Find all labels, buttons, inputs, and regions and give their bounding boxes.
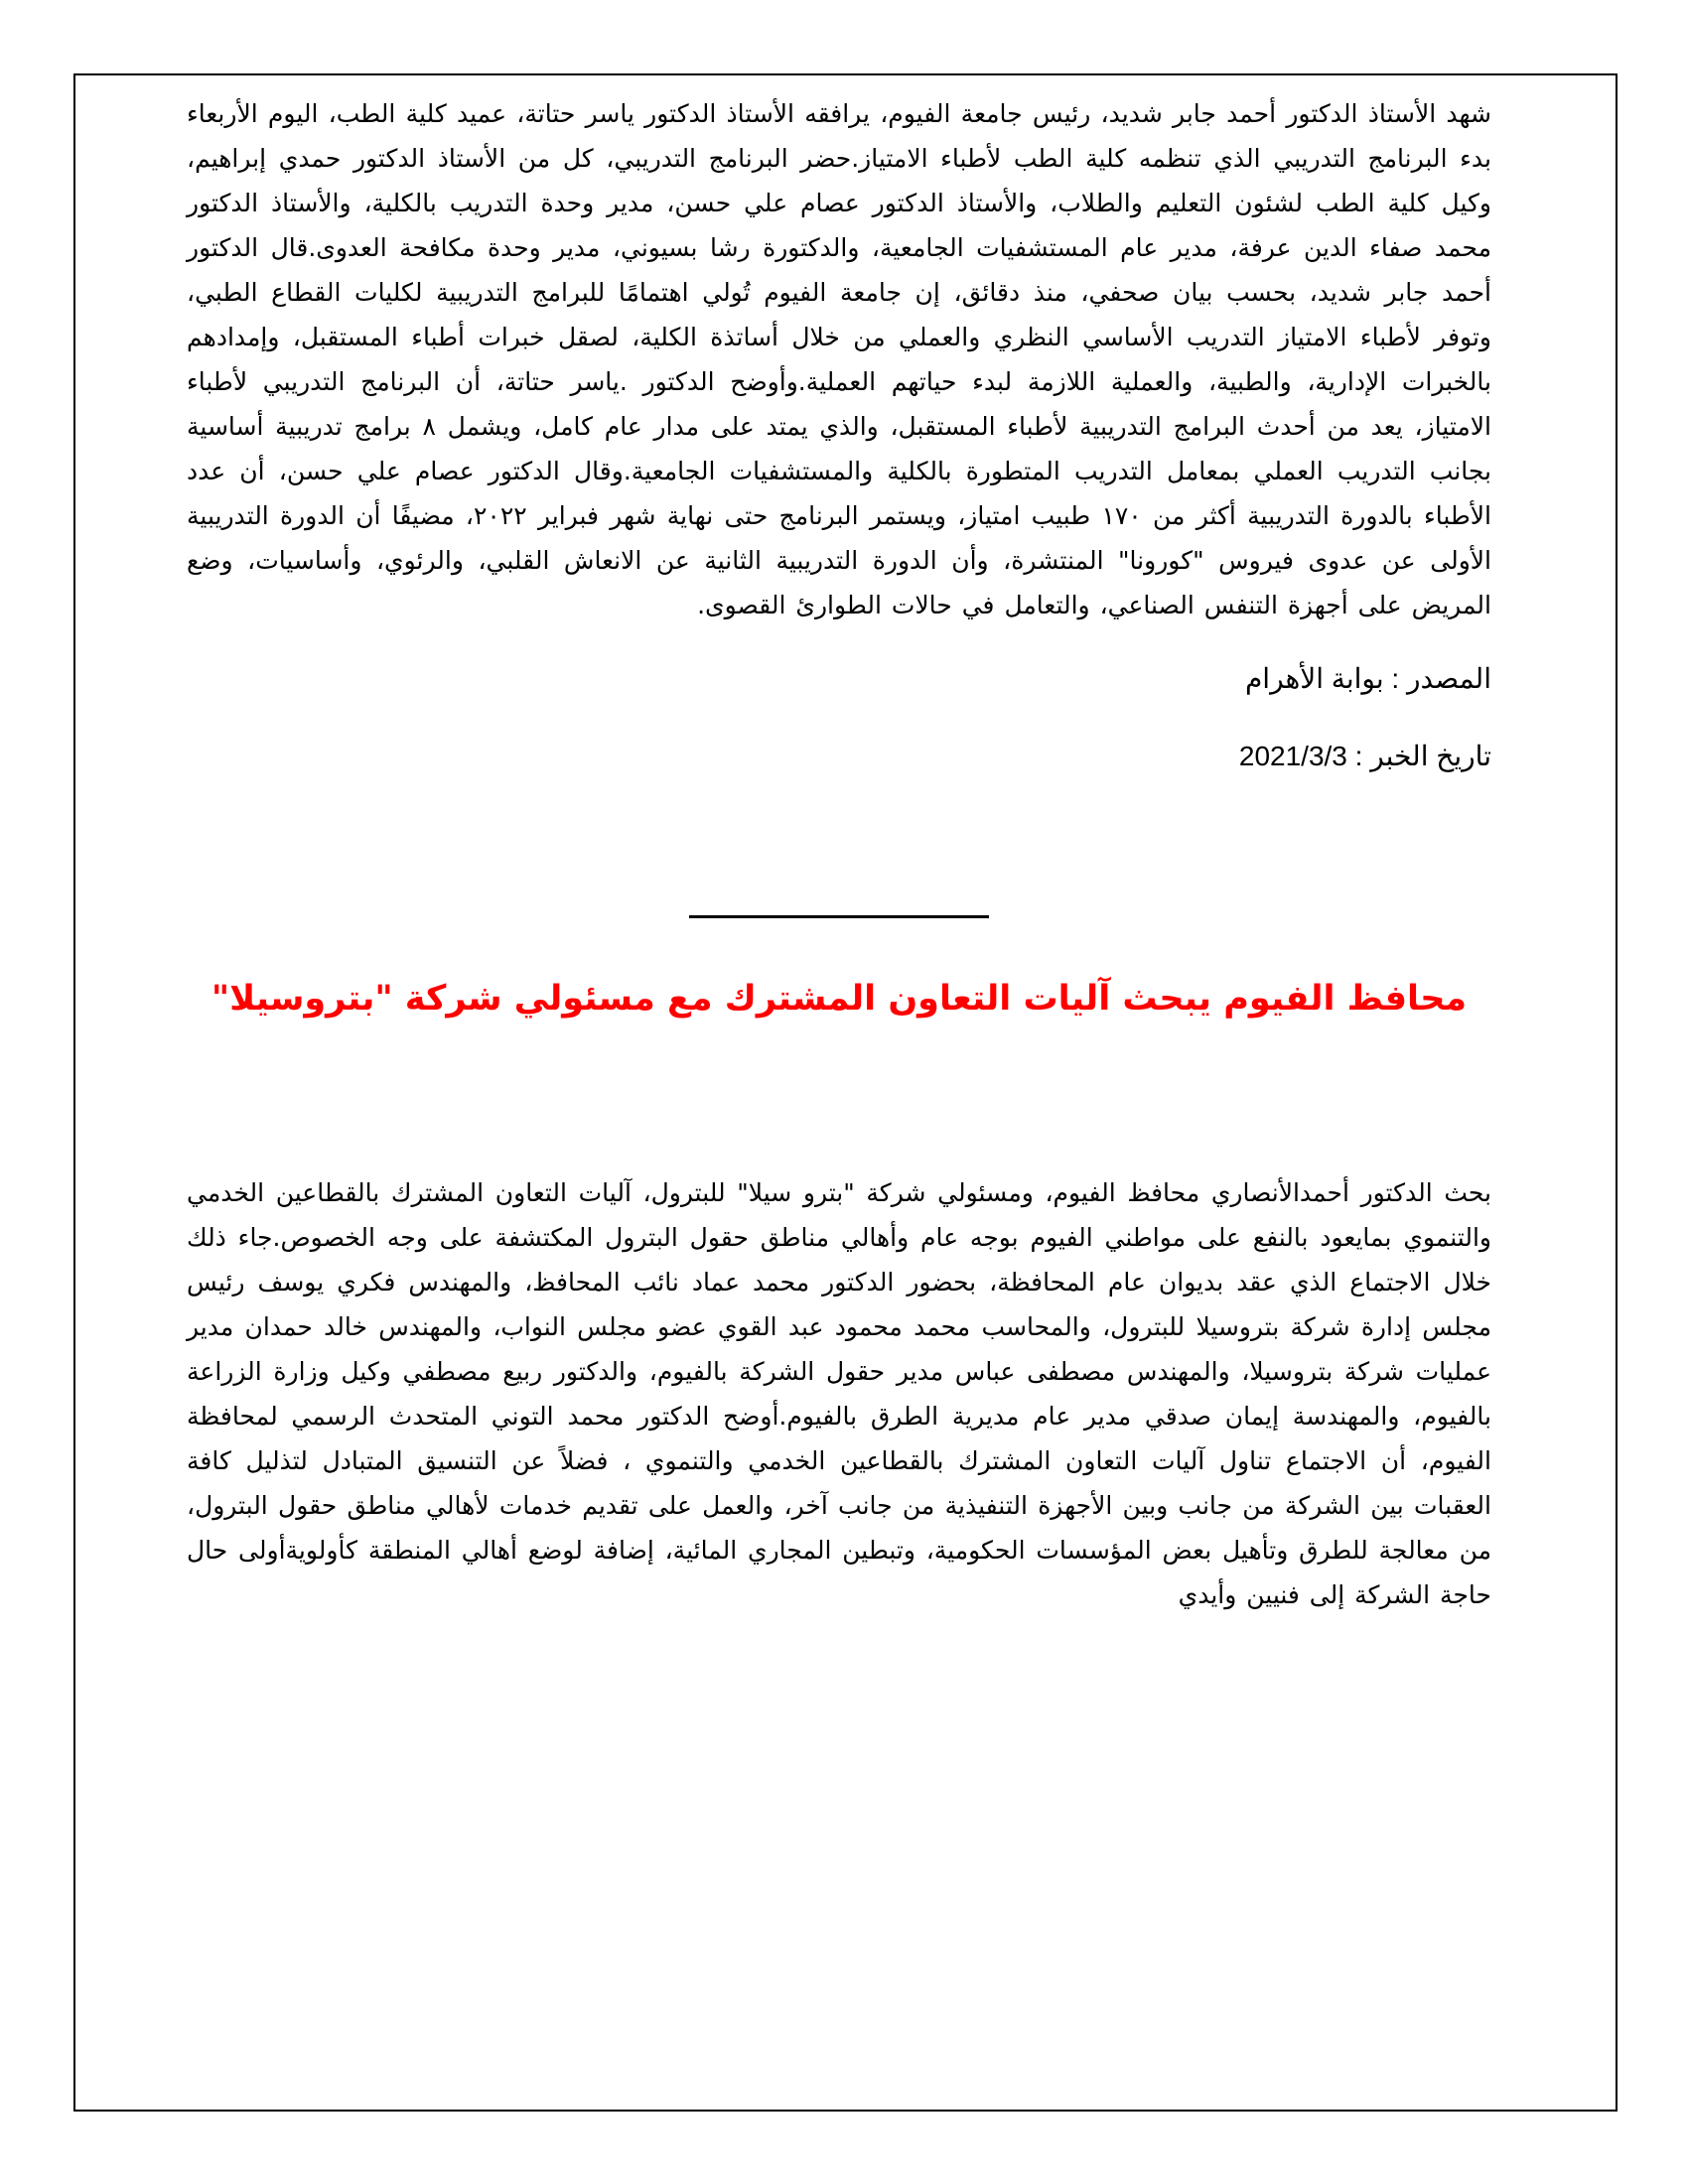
- document-content: [187, 91, 1491, 1617]
- title-spacer: [187, 1024, 1491, 1170]
- article-2-body: بحث الدكتور أحمدالأنصاري محافظ الفيوم، ومسئولي شركة "بترو سيلا" للبترول، آليات التعاون المشترك بالقطاعين الخدمي والتنموي بمايعود بالنفع على مواطني الفيوم بوجه عام وأهالي مناطق حقول البترول المكتشفة على وجه الخصوص.جاء ذلك خلال الاجتماع الذي عقد بديوان عام المحافظة، بحضور الدكتور محمد عماد نائب المحافظ، والمهندس فكري يوسف رئيس مجلس إدارة شركة بتروسيلا للبترول، والمحاسب محمد محمود عبد القوي عضو مجلس النواب، والمهندس خالد حمدان مدير عمليات شركة بتروسيلا، والمهندس مصطفى عباس مدير حقول الشركة بالفيوم، والدكتور ربيع مصطفي وكيل وزارة الزراعة بالفيوم، والمهندسة إيمان صدقي مدير عام مديرية الطرق بالفيوم.أوضح الدكتور محمد التوني المتحدث الرسمي لمحافظة الفيوم، أن الاجتماع تناول آليات التعاون المشترك بالقطاعين الخدمي والتنموي ، فضلاً عن التنسيق المتبادل لتذليل كافة العقبات بين الشركة من جانب وبين الأجهزة التنفيذية من جانب آخر، والعمل على تقديم خدمات لأهالي مناطق حقول البترول، من معالجة للطرق وتأهيل بعض المؤسسات الحكومية، وتبطين المجاري المائية، إضافة لوضع أهالي المنطقة كأولويةأولى حال حاجة الشركة إلى فنيين وأيدي: [187, 1178, 1491, 1609]
- article-1-body: شهد الأستاذ الدكتور أحمد جابر شديد، رئيس جامعة الفيوم، يرافقه الأستاذ الدكتور ياسر حتاتة، عميد كلية الطب، اليوم الأربعاء بدء البرنامج التدريبي الذي تنظمه كلية الطب لأطباء الامتياز.حضر البرنامج التدريبي، كل من الأستاذ الدكتور حمدي إبراهيم، وكيل كلية الطب لشئون التعليم والطلاب، والأستاذ الدكتور عصام علي حسن، مدير وحدة التدريب بالكلية، والأستاذ الدكتور محمد صفاء الدين عرفة، مدير عام المستشفيات الجامعية، والدكتورة رشا بسيوني، مدير وحدة مكافحة العدوى.قال الدكتور أحمد جابر شديد، بحسب بيان صحفي، منذ دقائق، إن جامعة الفيوم تُولي اهتمامًا للبرامج التدريبية لكليات القطاع الطبي، وتوفر لأطباء الامتياز التدريب الأساسي النظري والعملي من خلال أساتذة الكلية، لصقل خبرات أطباء المستقبل، وإمدادهم بالخبرات الإدارية، والطبية، والعملية اللازمة لبدء حياتهم العملية.وأوضح الدكتور .ياسر حتاتة، أن البرنامج التدريبي لأطباء الامتياز، يعد من أحدث البرامج التدريبية لأطباء المستقبل، والذي يمتد على مدار عام كامل، ويشمل ٨ برامج تدريبية أساسية بجانب التدريب العملي بمعامل التدريب المتطورة بالكلية والمستشفيات الجامعية.وقال الدكتور عصام علي حسن، أن عدد الأطباء بالدورة التدريبية أكثر من ١٧٠ طبيب امتياز، ويستمر البرنامج حتى نهاية شهر فبراير ٢٠٢٢، مضيفًا أن الدورة التدريبية الأولى عن عدوى فيروس "كورونا" المنتشرة، وأن الدورة التدريبية الثانية عن الانعاش القلبي، والرئوي، وأساسيات، وضع المريض على أجهزة التنفس الصناعي، والتعامل في حالات الطوارئ القصوى.: [187, 99, 1491, 619]
- article-separator: [689, 915, 989, 918]
- article-1-date: تاريخ الخبر : 2021/3/3: [1238, 741, 1491, 771]
- article-2-title: محافظ الفيوم يبحث آليات التعاون المشترك مع مسئولي شركة "بتروسيلا": [211, 979, 1468, 1019]
- article-1-source: المصدر : بوابة الأهرام: [1244, 663, 1491, 694]
